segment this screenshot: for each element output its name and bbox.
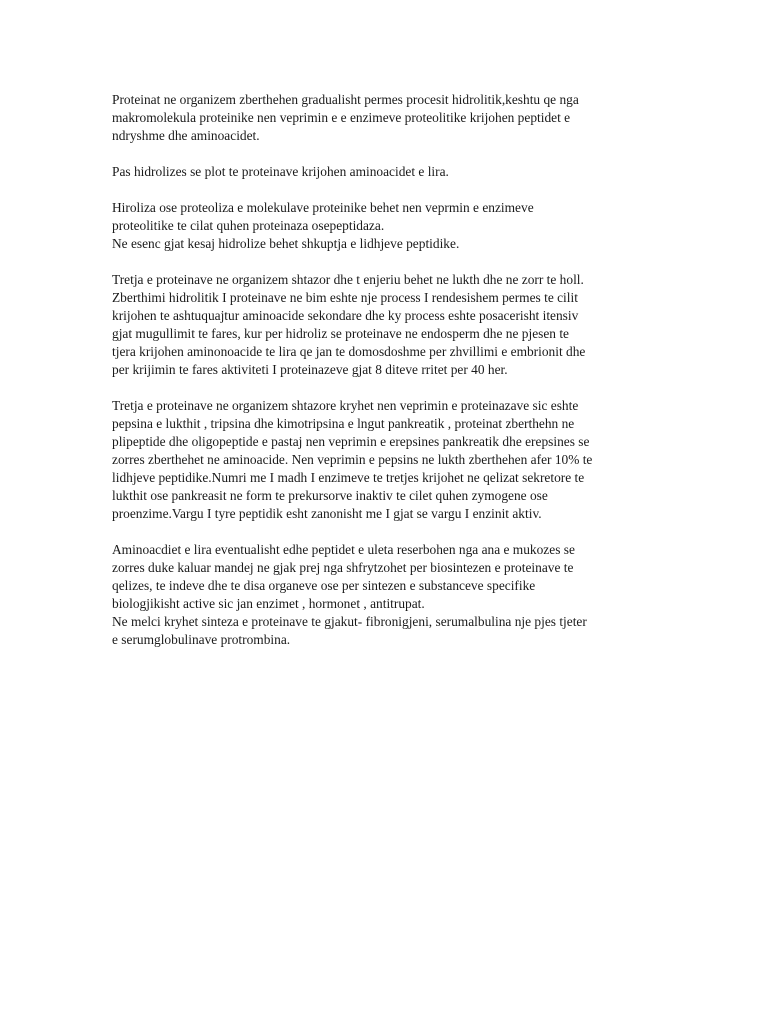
text-line: pepsina e lukthit , tripsina dhe kimotripsina e lngut pankreatik , proteinat zberthehn ne: [112, 416, 575, 431]
paragraph-3: [112, 199, 668, 253]
text-line: qelizes, te indeve dhe te disa organeve ose per sintezen e substanceve specifike: [112, 578, 536, 593]
text-line: krijohen te ashtuquajtur aminoacide sekondare dhe ky process eshte posacerisht itensiv: [112, 308, 579, 323]
paragraph-5: [112, 397, 668, 523]
text-line: proteolitike te cilat quhen proteinaza osepeptidaza.: [112, 218, 385, 233]
text-line: zorres duke kaluar mandej ne gjak prej nga shfrytzohet per biosintezen e proteinave te: [112, 560, 574, 575]
text-line: tjera krijohen aminonoacide te lira qe jan te domosdoshme per zhvillimi e embrionit dhe: [112, 344, 586, 359]
text-line: Ne esenc gjat kesaj hidrolize behet shkuptja e lidhjeve peptidike.: [112, 236, 460, 251]
text-line: biologjikisht active sic jan enzimet , hormonet , antitrupat.: [112, 596, 425, 611]
text-line: Pas hidrolizes se plot te proteinave krijohen aminoacidet e lira.: [112, 164, 449, 179]
text-line: lidhjeve peptidike.Numri me I madh I enzimeve te tretjes krijohet ne qelizat sekretore te: [112, 470, 585, 485]
text-line: lukthit ose pankreasit ne form te prekursorve inaktiv te cilet quhen zymogene ose: [112, 488, 548, 503]
text-line: e serumglobulinave protrombina.: [112, 632, 291, 647]
text-line: Tretja e proteinave ne organizem shtazore kryhet nen veprimin e proteinazave sic eshte: [112, 398, 579, 413]
paragraph-4: [112, 271, 668, 379]
text-line: makromolekula proteinike nen veprimin e e enzimeve proteolitike krijohen peptidet e: [112, 110, 571, 125]
text-line: Ne melci kryhet sinteza e proteinave te gjakut- fibronigjeni, serumalbulina nje pjes tjeter: [112, 614, 587, 629]
paragraph-1: [112, 91, 668, 145]
text-line: Proteinat ne organizem zberthehen gradualisht permes procesit hidrolitik,keshtu qe nga: [112, 92, 579, 107]
paragraph-6: [112, 541, 668, 649]
text-line: Aminoacdiet e lira eventualisht edhe peptidet e uleta reserbohen nga ana e mukozes se: [112, 542, 575, 557]
text-line: per krijimin te fares aktiviteti I proteinazeve gjat 8 diteve rritet per 40 her.: [112, 362, 508, 377]
text-line: Hiroliza ose proteoliza e molekulave proteinike behet nen veprmin e enzimeve: [112, 200, 534, 215]
paragraph-2: [112, 163, 668, 181]
text-line: Zberthimi hidrolitik I proteinave ne bim eshte nje process I rendesishem permes te cilit: [112, 290, 578, 305]
text-line: plipeptide dhe oligopeptide e pastaj nen veprimin e erepsines pankreatik dhe erepsines se: [112, 434, 590, 449]
document-body: [112, 91, 668, 667]
text-line: proenzime.Vargu I tyre peptidik esht zanonisht me I gjat se vargu I enzinit aktiv.: [112, 506, 542, 521]
text-line: Tretja e proteinave ne organizem shtazor dhe t enjeriu behet ne lukth dhe ne zorr te holl.: [112, 272, 584, 287]
text-line: ndryshme dhe aminoacidet.: [112, 128, 260, 143]
text-line: gjat mugullimit te fares, kur per hidroliz se proteinave ne endosperm dhe ne pjesen te: [112, 326, 569, 341]
text-line: zorres zberthehet ne aminoacide. Nen veprimin e pepsins ne lukth zberthehen afer 10% te: [112, 452, 593, 467]
